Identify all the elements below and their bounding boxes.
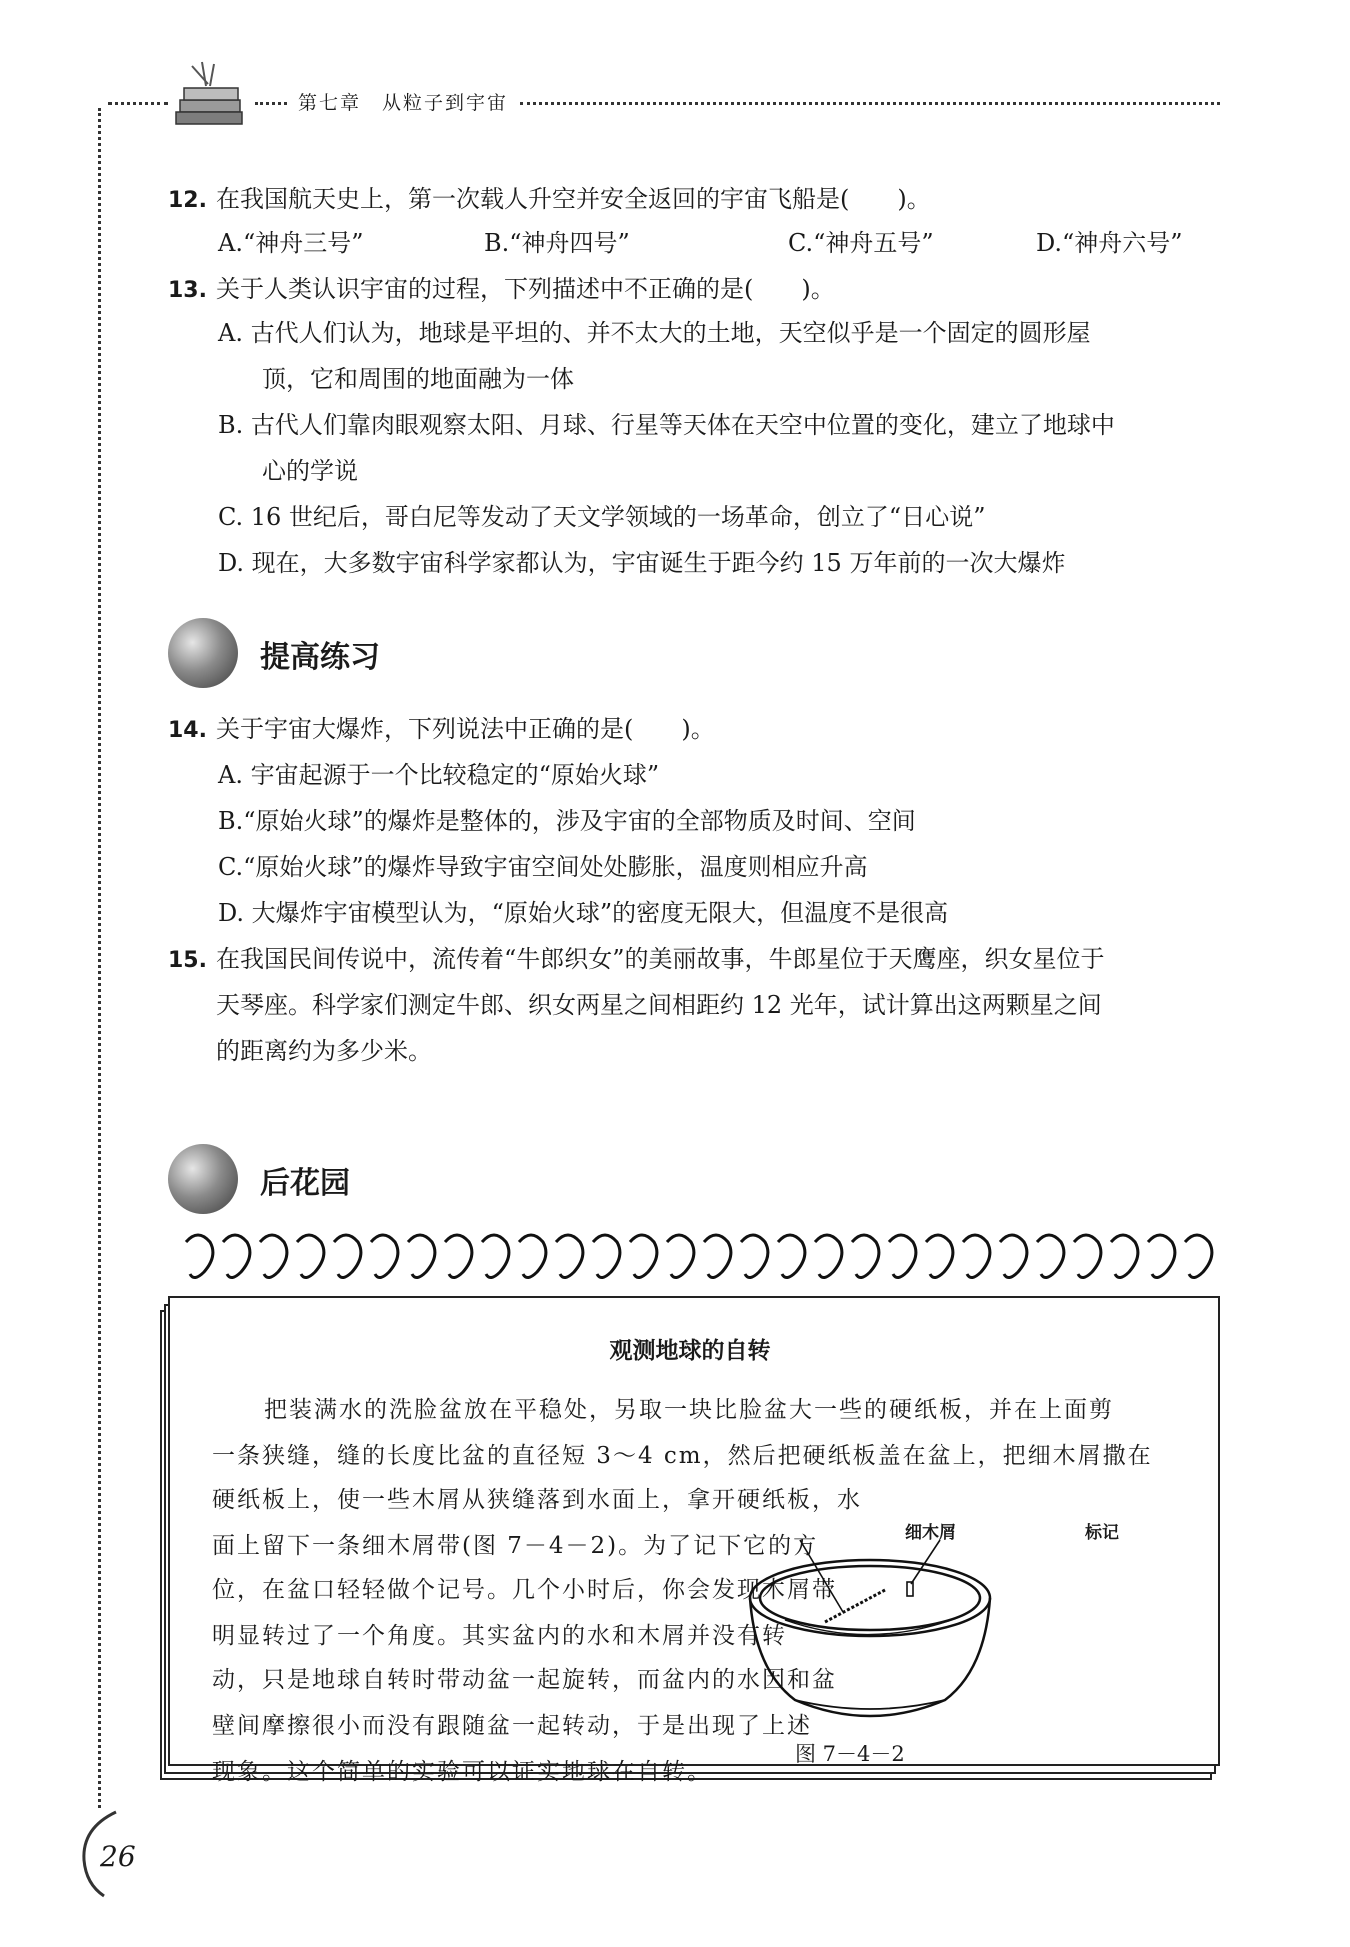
question-text: 关于宇宙大爆炸，下列说法中正确的是( )。: [216, 715, 715, 743]
option-b: B.“原始火球”的爆炸是整体的，涉及宇宙的全部物质及时间、空间: [218, 807, 916, 835]
question-14: [168, 706, 715, 754]
chapter-title: 第七章 从粒子到宇宙: [298, 92, 509, 114]
notebook-text-line: 壁间摩擦很小而没有跟随盆一起转动，于是出现了上述: [212, 1713, 812, 1739]
option-b-continued: 心的学说: [262, 457, 358, 485]
question-15: [168, 936, 1105, 984]
question-number: 14.: [168, 718, 207, 743]
notebook-text-line: 明显转过了一个角度。其实盆内的水和木屑并没有转: [212, 1623, 787, 1649]
question-text-line-3: 的距离约为多少米。: [216, 1037, 432, 1065]
option-c: C. 16 世纪后，哥白尼等发动了天文学领域的一场革命，创立了“日心说”: [218, 503, 986, 531]
page-header: [0, 0, 1350, 140]
question-number: 12.: [168, 188, 207, 213]
question-text: 关于人类认识宇宙的过程，下列描述中不正确的是( )。: [216, 275, 835, 303]
question-13: [168, 266, 835, 314]
option-d: D. 现在，大多数宇宙科学家都认为，宇宙诞生于距今约 15 万年前的一次大爆炸: [218, 549, 1066, 577]
notebook-text-line: 把装满水的洗脸盆放在平稳处，另取一块比脸盆大一些的硬纸板，并在上面剪: [264, 1397, 1114, 1423]
option-a: A. 宇宙起源于一个比较稳定的“原始火球”: [218, 761, 660, 789]
notebook-text-line: 位，在盆口轻轻做个记号。几个小时后，你会发现木屑带: [212, 1577, 837, 1603]
option-d: D.“神舟六号”: [1036, 229, 1183, 257]
option-d: D. 大爆炸宇宙模型认为，“原始火球”的密度无限大，但温度不是很高: [218, 899, 949, 927]
option-b: B. 古代人们靠肉眼观察太阳、月球、行星等天体在天空中位置的变化，建立了地球中: [218, 411, 1115, 439]
notebook-text-line: 硬纸板上，使一些木屑从狭缝落到水面上，拿开硬纸板，水: [212, 1487, 862, 1513]
question-number: 15.: [168, 948, 207, 973]
figure-label-left: 细木屑: [905, 1523, 956, 1543]
question-text-line-2: 天琴座。科学家们测定牛郎、织女两星之间相距约 12 光年，试计算出这两颗星之间: [216, 991, 1102, 1019]
header-divider-right: [520, 102, 1220, 105]
option-a: A. 古代人们认为，地球是平坦的、并不太大的土地，天空似乎是一个固定的圆形屋: [218, 319, 1091, 347]
notebook-text-line: 动，只是地球自转时带动盆一起旋转，而盆内的水因和盆: [212, 1667, 837, 1693]
header-divider-left: [108, 102, 168, 105]
figure-caption: 图 7－4－2: [795, 1742, 905, 1766]
notebook-text-line: 一条狭缝，缝的长度比盆的直径短 3～4 cm，然后把硬纸板盖在盆上，把细木屑撒在: [212, 1443, 1153, 1469]
question-number: 13.: [168, 278, 207, 303]
basin-drawing-icon: [725, 1500, 1015, 1740]
option-a-continued: 顶，它和周围的地面融为一体: [262, 365, 574, 393]
section-title: 后花园: [260, 1166, 350, 1201]
question-text-line-1: 在我国民间传说中，流传着“牛郎织女”的美丽故事，牛郎星位于天鹰座，织女星位于: [216, 945, 1105, 973]
option-b: B.“神舟四号”: [484, 229, 630, 257]
globe-icon: [168, 618, 238, 688]
option-c: C.“神舟五号”: [788, 229, 934, 257]
question-12: [168, 176, 931, 224]
section-title: 提高练习: [260, 640, 380, 675]
question-text: 在我国航天史上，第一次载人升空并安全返回的宇宙飞船是( )。: [216, 185, 931, 213]
option-c: C.“原始火球”的爆炸导致宇宙空间处处膨胀，温度则相应升高: [218, 853, 868, 881]
notebook-text-line: 现象。这个简单的实验可以证实地球在自转。: [212, 1759, 712, 1785]
header-divider-mid: [255, 102, 287, 105]
figure-label-right: 标记: [1085, 1523, 1119, 1543]
globe-icon: [168, 1144, 238, 1214]
notebook-title: 观测地球的自转: [609, 1338, 771, 1364]
page-margin-line: [98, 108, 101, 1808]
option-a: A.“神舟三号”: [218, 229, 364, 257]
figure-basin: [725, 1500, 1119, 1780]
page-number: 26: [100, 1840, 136, 1873]
spiral-binding-icon: [180, 1228, 1220, 1298]
books-logo-icon: [162, 58, 262, 138]
notebook-text-line: 面上留下一条细木屑带(图 7－4－2)。为了记下它的方: [212, 1533, 819, 1559]
